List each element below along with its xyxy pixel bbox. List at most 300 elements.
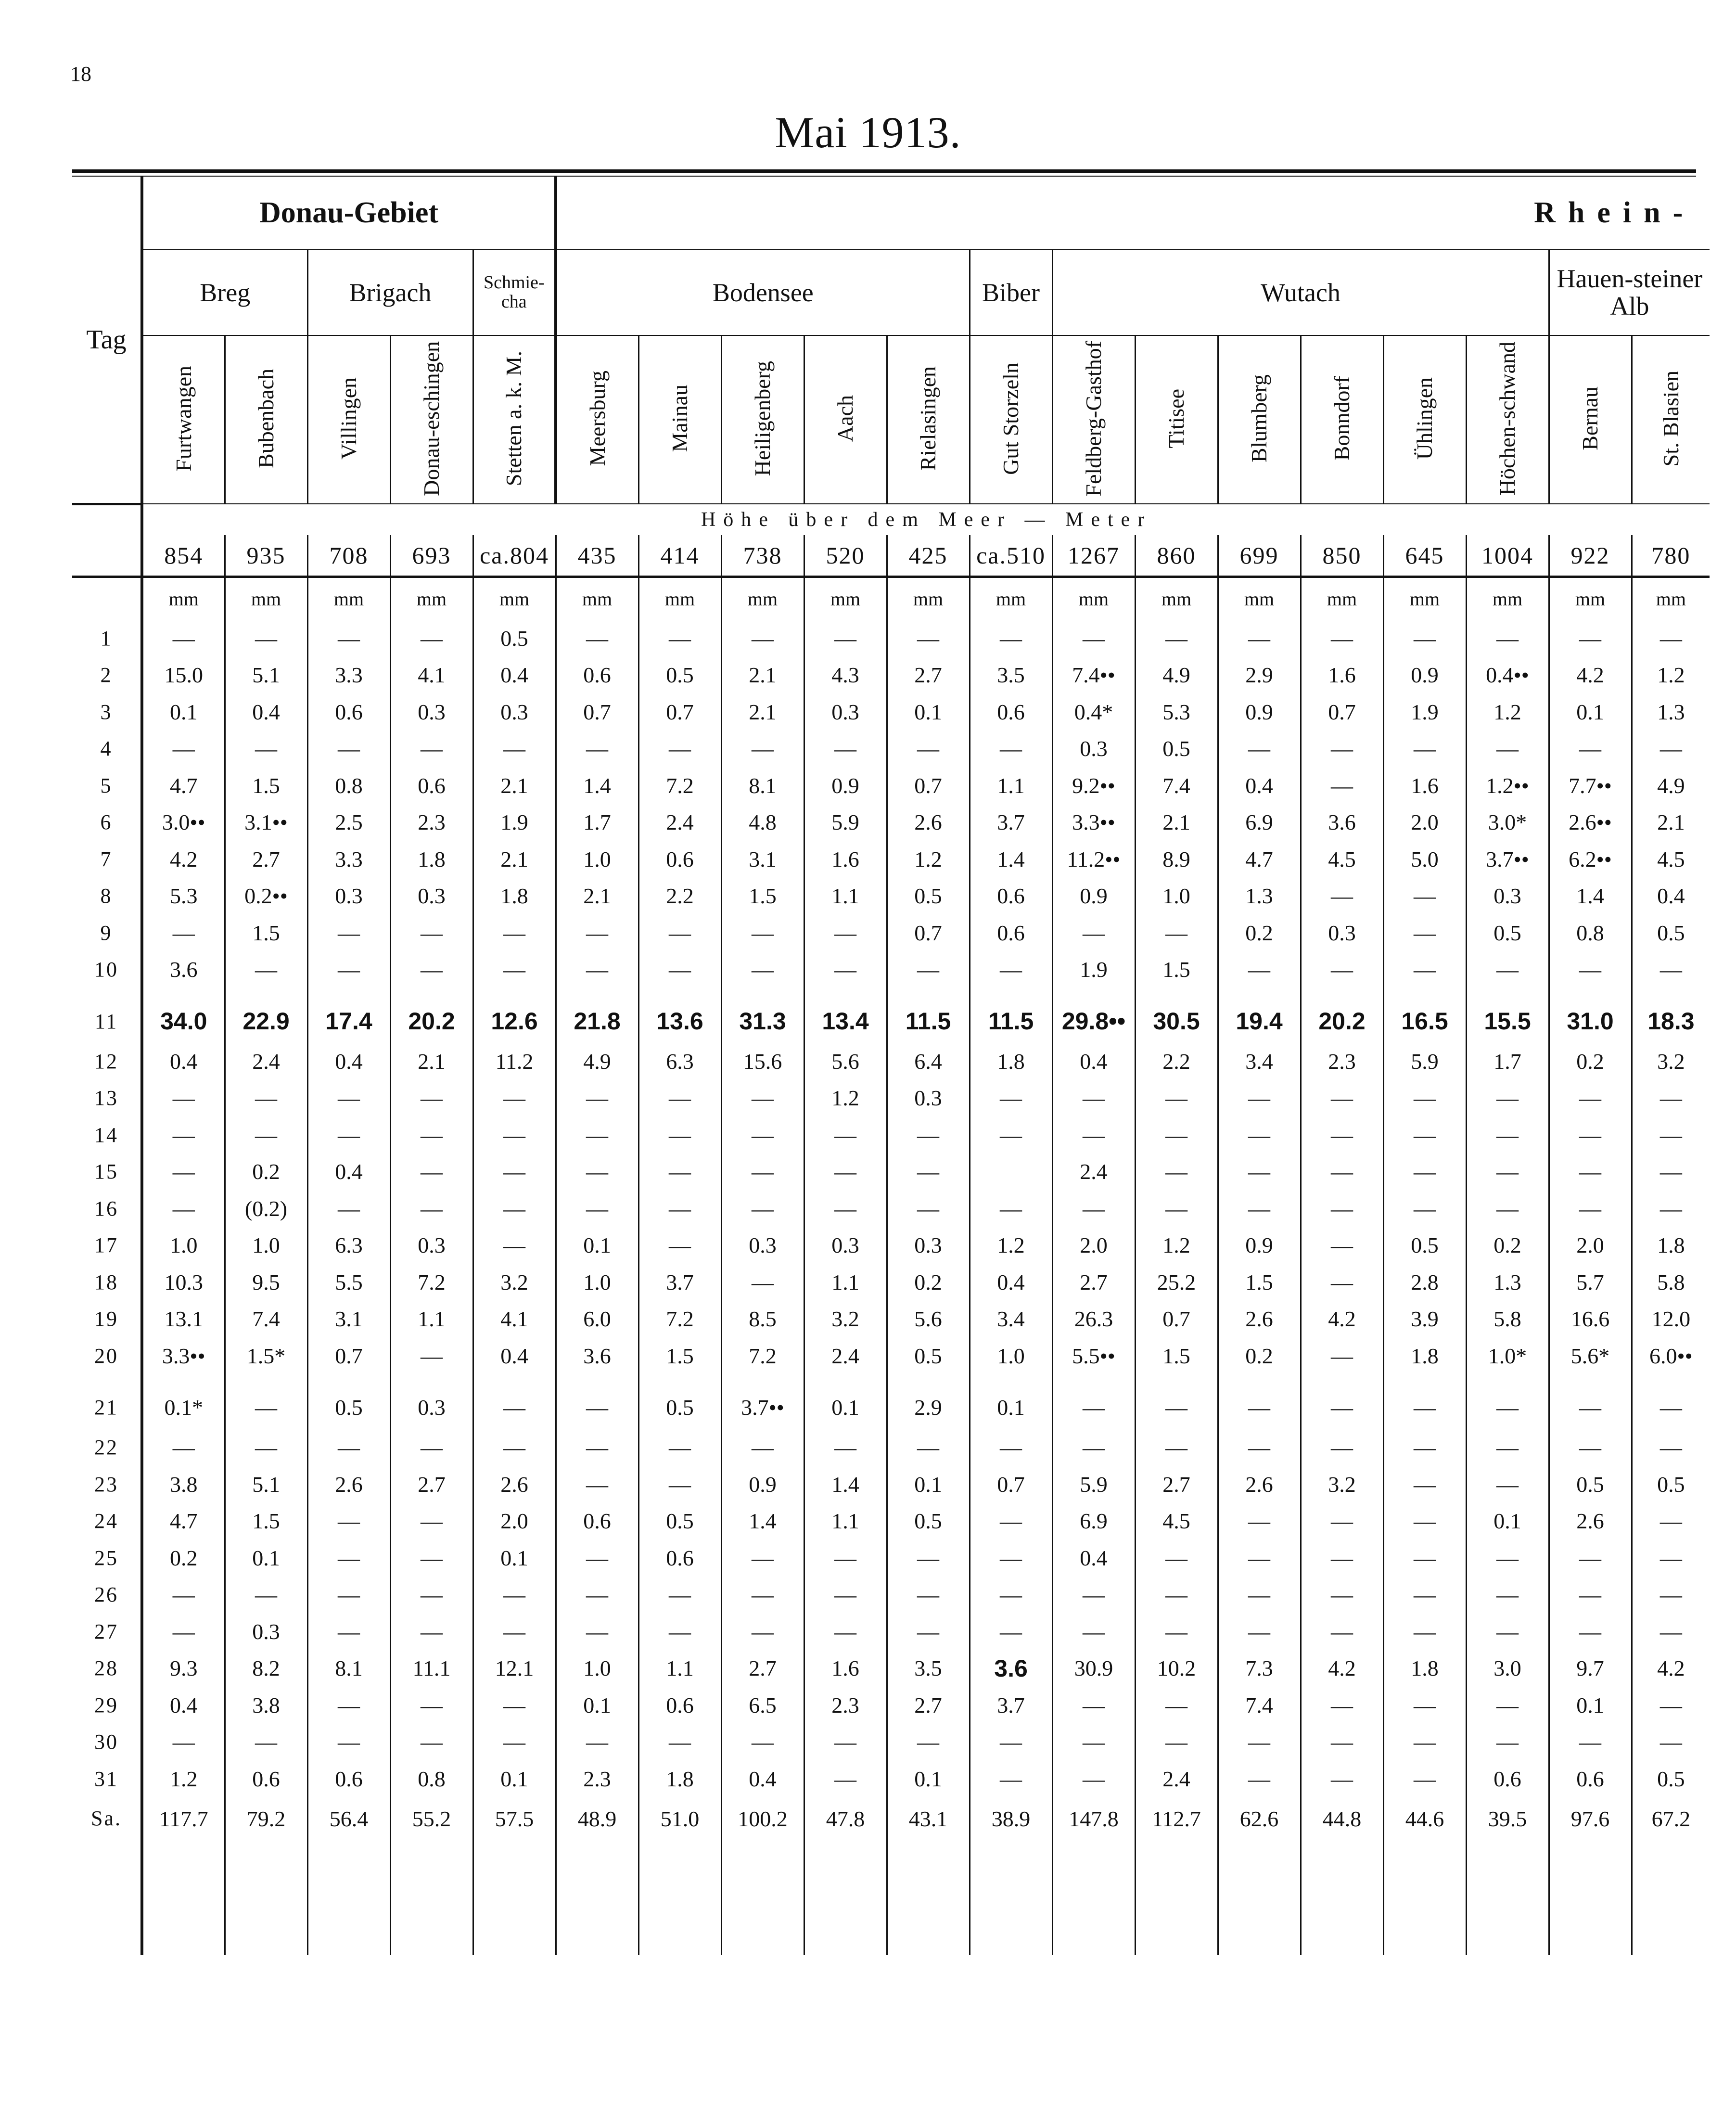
sum-cell: 38.9 [970, 1797, 1052, 1864]
sum-cell: 39.5 [1466, 1797, 1549, 1864]
table-row [72, 1227, 1710, 1264]
table-cell: — [1466, 1466, 1549, 1503]
table-cell: — [473, 1227, 556, 1264]
table-cell: 0.2 [1218, 1337, 1301, 1374]
table-cell: — [473, 1429, 556, 1466]
table-cell: — [307, 951, 390, 988]
day-number: 4 [100, 737, 113, 761]
table-cell: — [638, 1080, 721, 1117]
table-cell: 5.9 [1383, 1043, 1466, 1080]
table-row [72, 1264, 1710, 1301]
table-cell: — [473, 1080, 556, 1117]
table-cell: 1.2 [1632, 657, 1710, 694]
station-name: Höchen-schwand [1494, 341, 1519, 496]
station-header [390, 335, 473, 504]
table-cell: 0.5 [638, 657, 721, 694]
table-cell: — [1466, 1613, 1549, 1650]
table-cell: — [1135, 1190, 1218, 1227]
table-cell: 1.5 [1135, 951, 1218, 988]
table-cell: — [1383, 1190, 1466, 1227]
table-cell: — [970, 1080, 1052, 1117]
table-cell: — [721, 620, 804, 657]
table-cell: — [1632, 1154, 1710, 1191]
table-cell: 1.5* [225, 1337, 307, 1374]
day-number: 1 [100, 626, 113, 650]
table-cell: — [390, 1503, 473, 1540]
table-cell: 4.5 [1301, 841, 1383, 878]
table-cell: — [1218, 620, 1301, 657]
table-cell: 13.6 [638, 988, 721, 1043]
table-cell: — [1383, 1724, 1466, 1761]
table-cell: 3.1•• [225, 804, 307, 841]
table-cell: — [225, 951, 307, 988]
table-cell: — [390, 620, 473, 657]
table-cell: — [142, 1577, 225, 1614]
table-cell: 1.1 [390, 1301, 473, 1338]
table-cell: 0.2 [1218, 914, 1301, 951]
table-cell: — [1549, 731, 1632, 768]
table-cell: 2.6 [1218, 1466, 1301, 1503]
table-cell: 2.1 [390, 1043, 473, 1080]
table-cell: 5.5•• [1052, 1337, 1135, 1374]
table-cell: — [1301, 1374, 1383, 1429]
table-cell: 3.5 [970, 657, 1052, 694]
station-name: Furtwangen [171, 365, 196, 472]
table-cell: — [556, 1116, 638, 1154]
precipitation-table [72, 177, 1710, 1955]
table-cell: — [1632, 1429, 1710, 1466]
table-cell: 11.2 [473, 1043, 556, 1080]
table-cell: 0.8 [1549, 914, 1632, 951]
station-header [307, 335, 390, 504]
table-cell: — [1052, 1374, 1135, 1429]
table-cell: — [970, 1190, 1052, 1227]
table-cell: 12.6 [473, 988, 556, 1043]
station-name: Stetten a. k. M. [501, 350, 526, 487]
table-cell: 0.1 [1549, 1687, 1632, 1724]
station-header [473, 335, 556, 504]
table-cell: 1.9 [1052, 951, 1135, 988]
subgroup-hauensteiner-alb: Hauen-steiner Alb [1549, 250, 1710, 335]
table-cell: — [1301, 1227, 1383, 1264]
table-cell: 5.9 [804, 804, 887, 841]
table-cell: — [390, 951, 473, 988]
table-cell: — [804, 1116, 887, 1154]
table-cell: — [1135, 620, 1218, 657]
table-cell: 2.6 [887, 804, 970, 841]
table-cell: 3.4 [970, 1301, 1052, 1338]
table-cell: — [887, 1116, 970, 1154]
table-cell: — [887, 620, 970, 657]
table-cell: 2.0 [473, 1503, 556, 1540]
table-row [72, 657, 1710, 694]
table-cell: 3.4 [1218, 1043, 1301, 1080]
table-cell: — [1135, 1577, 1218, 1614]
table-cell: — [804, 914, 887, 951]
table-cell: — [1135, 914, 1218, 951]
table-cell: 16.5 [1383, 988, 1466, 1043]
table-cell: 6.9 [1052, 1503, 1135, 1540]
table-row [72, 951, 1710, 988]
table-cell: — [390, 1577, 473, 1614]
table-row [72, 804, 1710, 841]
hoehe-spacer [72, 504, 142, 535]
table-cell: 0.6 [638, 841, 721, 878]
table-cell: 2.1 [721, 657, 804, 694]
table-cell: (0.2) [225, 1190, 307, 1227]
table-cell: 0.5 [307, 1374, 390, 1429]
table-cell: 11.1 [390, 1650, 473, 1687]
day-number: 16 [94, 1196, 118, 1220]
day-number: 30 [94, 1730, 118, 1754]
table-cell: — [1383, 1374, 1466, 1429]
day-number: 31 [94, 1767, 118, 1791]
table-cell: 4.1 [473, 1301, 556, 1338]
table-cell: — [1632, 1613, 1710, 1650]
table-cell: 1.0* [1466, 1337, 1549, 1374]
table-cell: 0.9 [721, 1466, 804, 1503]
table-row [72, 1650, 1710, 1687]
station-elevation: 860 [1135, 535, 1218, 577]
page-number: 18 [70, 62, 91, 86]
table-cell: 0.1 [473, 1539, 556, 1577]
table-cell: — [970, 1760, 1052, 1797]
table-cell: 1.2 [142, 1760, 225, 1797]
table-cell: — [225, 1429, 307, 1466]
table-cell: 0.4 [1052, 1043, 1135, 1080]
page-title: Mai 1913. [775, 108, 961, 157]
table-cell: 7.4 [225, 1301, 307, 1338]
table-cell: 0.5 [638, 1503, 721, 1540]
unit-label: mm [1135, 577, 1218, 620]
tail-cell [473, 1864, 556, 1955]
table-cell: 0.6 [1549, 1760, 1632, 1797]
table-cell: 1.3 [1632, 693, 1710, 731]
table-cell: — [638, 1190, 721, 1227]
day-number: 17 [94, 1233, 118, 1257]
station-name: Villingen [336, 377, 361, 460]
table-cell: — [721, 1154, 804, 1191]
tail-cell [307, 1864, 390, 1955]
table-cell: 0.1 [556, 1227, 638, 1264]
table-cell: 4.2 [1632, 1650, 1710, 1687]
station-name: Bubenbach [253, 369, 278, 468]
table-cell: — [1549, 1577, 1632, 1614]
station-row [72, 335, 1710, 504]
table-cell: 4.7 [142, 767, 225, 804]
table-cell: — [721, 1724, 804, 1761]
table-cell: 2.7 [1052, 1264, 1135, 1301]
table-cell: 1.4 [970, 841, 1052, 878]
hoehe-label: Höhe über dem Meer — Meter [142, 504, 1710, 535]
subgroup-biber: Biber [970, 250, 1052, 335]
unit-label: mm [1466, 577, 1549, 620]
table-cell: — [225, 1724, 307, 1761]
table-cell: 4.5 [1632, 841, 1710, 878]
table-cell: 6.0 [556, 1301, 638, 1338]
table-cell: — [1218, 1429, 1301, 1466]
table-cell: 1.9 [473, 804, 556, 841]
table-cell: 0.3 [1466, 878, 1549, 915]
table-cell: 0.9 [804, 767, 887, 804]
table-cell: 26.3 [1052, 1301, 1135, 1338]
table-cell: — [1383, 1154, 1466, 1191]
group-donau: Donau-Gebiet [142, 177, 556, 250]
day-number: 12 [94, 1049, 118, 1073]
table-cell: — [556, 1429, 638, 1466]
table-cell: 15.6 [721, 1043, 804, 1080]
table-cell: 2.1 [556, 878, 638, 915]
table-cell: — [638, 620, 721, 657]
table-cell: — [638, 1466, 721, 1503]
table-cell: 2.4 [638, 804, 721, 841]
table-cell: — [142, 1154, 225, 1191]
table-cell: — [970, 1539, 1052, 1577]
table-cell: 1.0 [556, 1264, 638, 1301]
tail-cell [1383, 1864, 1466, 1955]
table-cell: 11.5 [887, 988, 970, 1043]
table-cell: — [1632, 951, 1710, 988]
table-cell: 0.3 [887, 1227, 970, 1264]
table-cell: — [307, 1724, 390, 1761]
table-row [72, 767, 1710, 804]
station-name: St. Blasien [1658, 370, 1683, 467]
table-cell: — [638, 1227, 721, 1264]
group-rhein: Rhein- [556, 177, 1710, 250]
table-cell: 0.1 [473, 1760, 556, 1797]
station-header [1301, 335, 1383, 504]
table-cell: — [721, 914, 804, 951]
station-name: Blumberg [1246, 374, 1271, 463]
table-cell: — [1549, 620, 1632, 657]
station-header [804, 335, 887, 504]
table-cell: — [1383, 1539, 1466, 1577]
table-cell: — [1549, 1080, 1632, 1117]
station-name: Feldberg-Gasthof [1081, 340, 1106, 497]
table-cell: 3.3 [307, 841, 390, 878]
table-cell: 2.7 [887, 657, 970, 694]
table-cell: — [1218, 731, 1301, 768]
table-cell: — [1466, 731, 1549, 768]
station-elevation: 414 [638, 535, 721, 577]
tail-cell [1052, 1864, 1135, 1955]
station-header [721, 335, 804, 504]
tail-cell [1301, 1864, 1383, 1955]
table-row [72, 878, 1710, 915]
sum-cell: 44.8 [1301, 1797, 1383, 1864]
table-cell: — [1218, 1503, 1301, 1540]
table-cell: — [1383, 1466, 1466, 1503]
table-cell: 0.1 [887, 1760, 970, 1797]
sum-cell: 100.2 [721, 1797, 804, 1864]
table-cell: 0.4 [225, 693, 307, 731]
table-cell: — [638, 1154, 721, 1191]
table-cell: 1.2 [970, 1227, 1052, 1264]
table-cell: 2.7 [390, 1466, 473, 1503]
tail-cell [390, 1864, 473, 1955]
unit-label: mm [307, 577, 390, 620]
table-cell: — [473, 1190, 556, 1227]
table-cell: 2.4 [804, 1337, 887, 1374]
table-cell: 1.0 [970, 1337, 1052, 1374]
table-cell: — [1135, 1374, 1218, 1429]
sum-cell: 51.0 [638, 1797, 721, 1864]
sum-cell: 56.4 [307, 1797, 390, 1864]
table-cell: 1.2 [1135, 1227, 1218, 1264]
table-cell: — [970, 1429, 1052, 1466]
table-cell: 3.8 [142, 1466, 225, 1503]
table-cell: 1.2 [804, 1080, 887, 1117]
table-cell: 1.2 [1466, 693, 1549, 731]
table-cell: — [142, 1724, 225, 1761]
table-cell: 6.5 [721, 1687, 804, 1724]
table-cell: 0.6 [638, 1539, 721, 1577]
table-cell: — [1218, 1760, 1301, 1797]
table-cell: 13.1 [142, 1301, 225, 1338]
tail-row [72, 1864, 1710, 1955]
table-cell: 1.1 [804, 1503, 887, 1540]
table-cell: 0.3 [1301, 914, 1383, 951]
table-cell: 1.0 [142, 1227, 225, 1264]
table-cell: 1.0 [556, 841, 638, 878]
table-cell: — [804, 951, 887, 988]
table-cell: — [473, 731, 556, 768]
table-cell: 0.2 [142, 1539, 225, 1577]
day-number: 24 [94, 1509, 118, 1533]
table-cell: 8.1 [721, 767, 804, 804]
table-cell: — [1632, 1577, 1710, 1614]
table-cell: 1.6 [1383, 767, 1466, 804]
table-cell: 0.5 [887, 1337, 970, 1374]
table-row [72, 1577, 1710, 1614]
table-cell: — [473, 1687, 556, 1724]
table-cell: 2.4 [225, 1043, 307, 1080]
table-cell: — [1549, 1154, 1632, 1191]
table-cell: — [638, 914, 721, 951]
table-cell: 3.7 [970, 804, 1052, 841]
station-elevation: 1267 [1052, 535, 1135, 577]
table-cell: — [1218, 1080, 1301, 1117]
table-cell: 1.1 [638, 1650, 721, 1687]
day-number: 2 [100, 663, 113, 687]
table-cell: 3.1 [307, 1301, 390, 1338]
station-name: Bonndorf [1329, 376, 1354, 461]
station-elevation: 850 [1301, 535, 1383, 577]
station-elevation: 520 [804, 535, 887, 577]
table-cell: 4.1 [390, 657, 473, 694]
table-cell: — [1052, 1080, 1135, 1117]
table-cell: 0.1* [142, 1374, 225, 1429]
table-cell: — [887, 1154, 970, 1191]
table-cell: — [1218, 1724, 1301, 1761]
station-header [556, 335, 638, 504]
table-cell: 0.1 [556, 1687, 638, 1724]
table-cell: 4.3 [804, 657, 887, 694]
table-cell: 4.7 [1218, 841, 1301, 878]
table-cell: — [887, 951, 970, 988]
day-number: 3 [100, 700, 113, 724]
table-cell: — [721, 1116, 804, 1154]
table-cell: — [556, 1190, 638, 1227]
table-cell: 0.2 [1549, 1043, 1632, 1080]
sum-cell: 44.6 [1383, 1797, 1466, 1864]
table-cell: 5.1 [225, 1466, 307, 1503]
table-cell: — [1632, 1374, 1710, 1429]
table-row [72, 1503, 1710, 1540]
table-cell: — [804, 1190, 887, 1227]
tag-header [72, 177, 142, 504]
table-cell: 12.0 [1632, 1301, 1710, 1338]
sum-cell: 112.7 [1135, 1797, 1218, 1864]
table-cell: — [142, 1080, 225, 1117]
table-row [72, 1466, 1710, 1503]
table-cell: — [804, 620, 887, 657]
table-cell: — [1466, 1539, 1549, 1577]
table-cell: 0.2•• [225, 878, 307, 915]
unit-label: mm [1301, 577, 1383, 620]
table-cell: — [1135, 1154, 1218, 1191]
table-cell: — [1383, 878, 1466, 915]
station-name: Meersburg [585, 371, 610, 466]
table-cell: 0.6 [970, 878, 1052, 915]
table-cell: — [1301, 1337, 1383, 1374]
table-cell: — [1301, 1577, 1383, 1614]
table-cell: 3.0•• [142, 804, 225, 841]
table-cell: 0.3 [390, 1374, 473, 1429]
table-cell: 0.6 [225, 1760, 307, 1797]
table-cell: 2.1 [1632, 804, 1710, 841]
table-row [72, 693, 1710, 731]
table-cell: — [307, 1539, 390, 1577]
station-elevation: ca.510 [970, 535, 1052, 577]
table-cell: 2.9 [1218, 657, 1301, 694]
table-cell: — [1632, 1724, 1710, 1761]
table-cell: — [1135, 1687, 1218, 1724]
day-number: 11 [94, 1009, 118, 1033]
table-cell: — [473, 1577, 556, 1614]
day-number: 13 [94, 1086, 118, 1110]
table-cell: 2.0 [1052, 1227, 1135, 1264]
table-cell: 3.6 [970, 1650, 1052, 1687]
table-cell: 0.4 [721, 1760, 804, 1797]
table-cell: 1.8 [390, 841, 473, 878]
table-cell: — [142, 1116, 225, 1154]
station-elevation: 708 [307, 535, 390, 577]
sum-cell: 55.2 [390, 1797, 473, 1864]
table-cell: 0.5 [1466, 914, 1549, 951]
day-number: 26 [94, 1583, 118, 1607]
table-row [72, 914, 1710, 951]
table-cell: 0.1 [1466, 1503, 1549, 1540]
table-cell: 0.7 [307, 1337, 390, 1374]
sum-cell: 97.6 [1549, 1797, 1632, 1864]
table-cell: 0.4 [142, 1043, 225, 1080]
table-cell [970, 1154, 1052, 1191]
table-cell: 34.0 [142, 988, 225, 1043]
table-cell: 3.3 [307, 657, 390, 694]
tail-cell [556, 1864, 638, 1955]
table-cell: — [142, 914, 225, 951]
table-cell: 0.6 [556, 1503, 638, 1540]
table-cell: 0.1 [1549, 693, 1632, 731]
table-cell: — [142, 1190, 225, 1227]
table-cell: — [473, 1374, 556, 1429]
station-elevation: 780 [1632, 535, 1710, 577]
tail-cell [225, 1864, 307, 1955]
table-cell: 1.1 [804, 878, 887, 915]
table-cell: 1.4 [1549, 878, 1632, 915]
table-cell: 0.4 [1052, 1539, 1135, 1577]
